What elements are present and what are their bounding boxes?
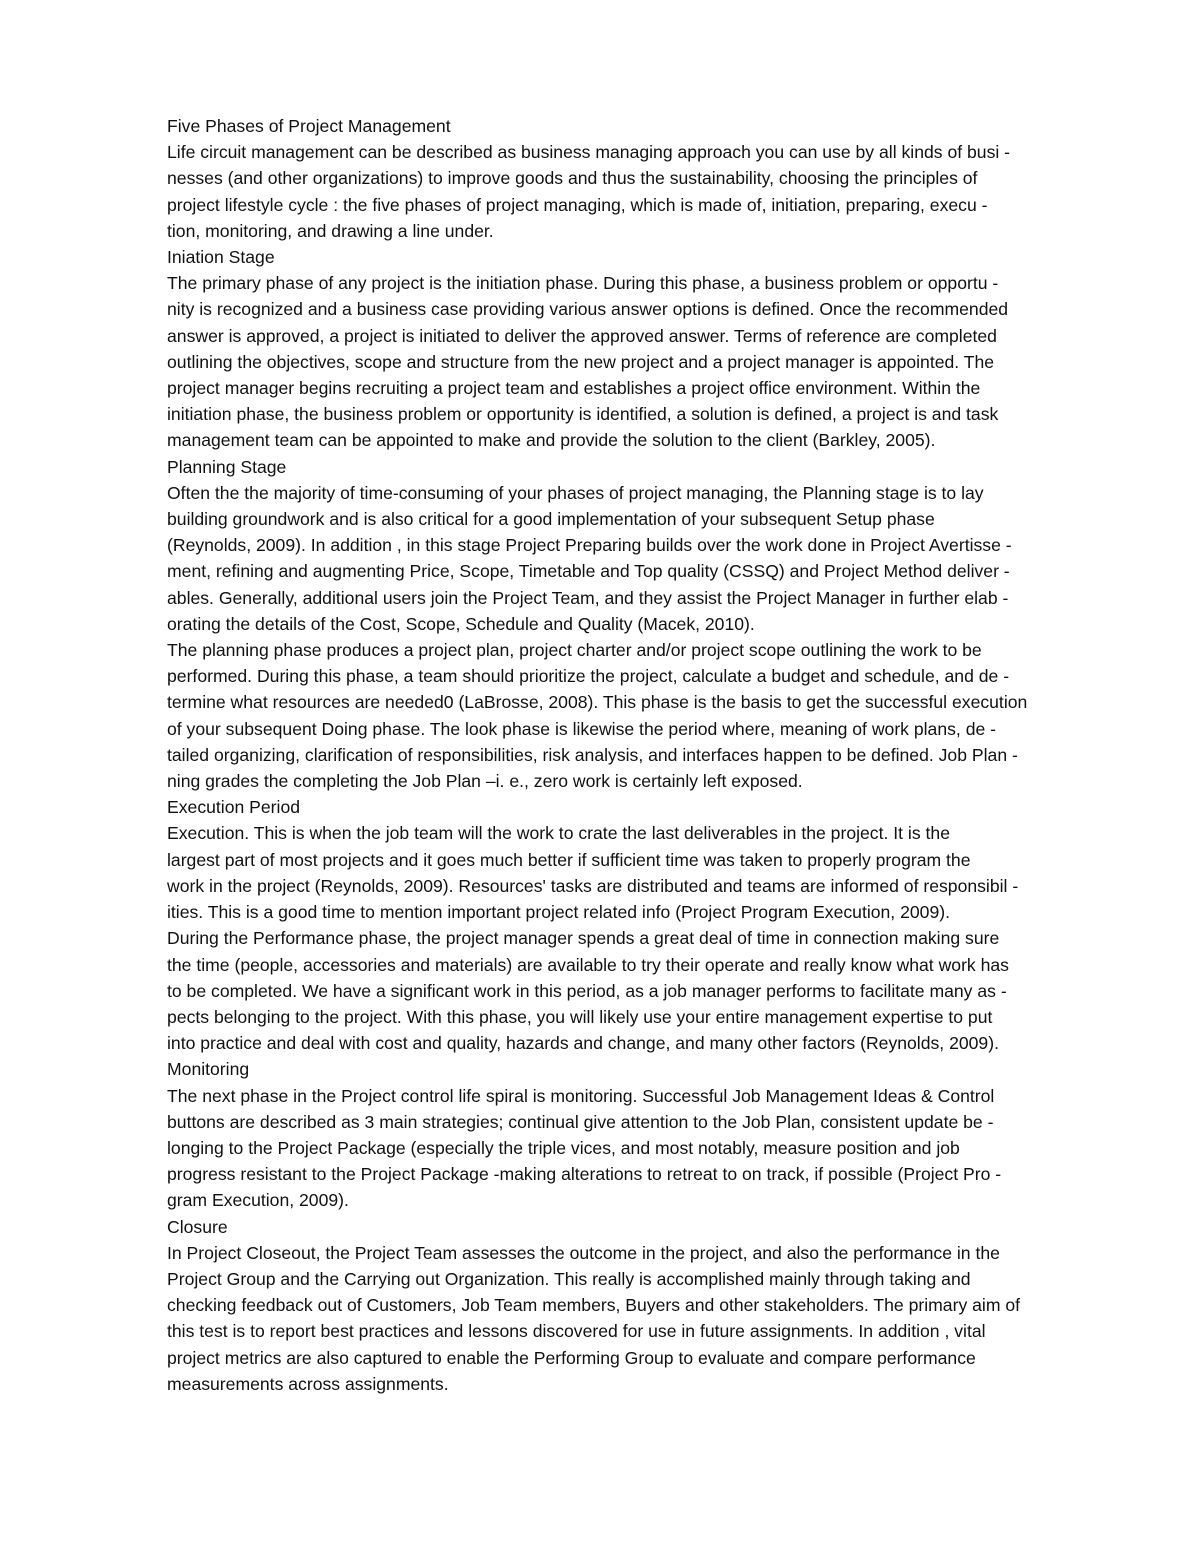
text-line: orating the details of the Cost, Scope, Schedule and Quality (Macek, 2010). [167,613,755,634]
text-line: tailed organizing, clarification of responsibilities, risk analysis, and interfaces happen to be defined. Job Plan - [167,744,1018,765]
section-initiation [167,244,1107,454]
text-line: During the Performance phase, the project manager spends a great deal of time in connection making sure [167,928,1000,949]
text-line: initiation phase, the business problem or opportunity is identified, a solution is defined, a project is and task [167,404,999,425]
section-heading: Closure [167,1216,228,1237]
text-line: answer is approved, a project is initiated to deliver the approved answer. Terms of reference are completed [167,325,997,346]
section-heading: Execution Period [167,797,301,818]
text-line: performed. During this phase, a team should prioritize the project, calculate a budget and schedule, and de - [167,666,1010,687]
text-line: The planning phase produces a project plan, project charter and/or project scope outlining the work to be [167,640,982,661]
text-line: ities. This is a good time to mention important project related info (Project Program Execution, 2009). [167,902,950,923]
section-heading: Planning Stage [167,456,287,477]
text-line: tion, monitoring, and drawing a line under. [167,220,494,241]
section-planning [167,454,1107,795]
text-line: to be completed. We have a significant work in this period, as a job manager performs to facilitate many as - [167,980,1007,1001]
text-line: management team can be appointed to make and provide the solution to the client (Barkley, 2005). [167,430,936,451]
text-line: buttons are described as 3 main strategies; continual give attention to the Job Plan, consistent update be - [167,1111,994,1132]
text-line: building groundwork and is also critical for a good implementation of your subsequent Setup phase [167,509,935,530]
text-line: ning grades the completing the Job Plan –i. e., zero work is certainly left exposed. [167,771,803,792]
text-line: the time (people, accessories and materials) are available to try their operate and really know what work has [167,954,1009,975]
text-line: into practice and deal with cost and quality, hazards and change, and many other factors (Reynolds, 2009). [167,1033,999,1054]
text-line: The primary phase of any project is the initiation phase. During this phase, a business problem or opportu - [167,273,999,294]
text-line: Life circuit management can be described as business managing approach you can use by all kinds of busi - [167,142,1011,163]
text-line: Project Group and the Carrying out Organization. This really is accomplished mainly through taking and [167,1268,971,1289]
text-line: gram Execution, 2009). [167,1190,349,1211]
text-line: largest part of most projects and it goes much better if sufficient time was taken to properly program the [167,849,971,870]
text-line: work in the project (Reynolds, 2009). Resources' tasks are distributed and teams are informed of responsibil - [167,875,1019,896]
text-line: ment, refining and augmenting Price, Scope, Timetable and Top quality (CSSQ) and Project Method deliver - [167,561,1010,582]
section-heading: Monitoring [167,1059,250,1080]
text-line: The next phase in the Project control life spiral is monitoring. Successful Job Management Ideas & Control [167,1085,995,1106]
section-heading: Iniation Stage [167,247,275,268]
text-line: progress resistant to the Project Package -making alterations to retreat to on track, if possible (Project Pro - [167,1164,1002,1185]
intro-paragraph [167,139,1107,244]
document-title: Five Phases of Project Management [167,116,451,136]
text-line: measurements across assignments. [167,1373,449,1394]
text-line: project lifestyle cycle : the five phases of project managing, which is made of, initiation, preparing, execu - [167,194,988,215]
text-line: project manager begins recruiting a project team and establishes a project office environment. Within the [167,378,981,399]
document-page [167,113,1107,1397]
text-line: nesses (and other organizations) to improve goods and thus the sustainability, choosing the principles of [167,168,978,189]
section-execution [167,794,1107,1056]
text-line: of your subsequent Doing phase. The look phase is likewise the period where, meaning of work plans, de - [167,718,997,739]
text-line: In Project Closeout, the Project Team assesses the outcome in the project, and also the performance in the [167,1242,1000,1263]
text-line: ables. Generally, additional users join the Project Team, and they assist the Project Manager in further elab - [167,587,1009,608]
text-line: nity is recognized and a business case providing various answer options is defined. Once the recommended [167,299,1009,320]
text-line: project metrics are also captured to enable the Performing Group to evaluate and compare performance [167,1347,976,1368]
section-monitoring [167,1056,1107,1213]
section-closure [167,1214,1107,1397]
text-line: longing to the Project Package (especially the triple vices, and most notably, measure position and job [167,1137,960,1158]
text-line: outlining the objectives, scope and structure from the new project and a project manager is appointed. The [167,351,995,372]
text-line: pects belonging to the project. With this phase, you will likely use your entire management expertise to put [167,1006,993,1027]
text-line: Execution. This is when the job team will the work to crate the last deliverables in the project. It is the [167,823,950,844]
text-line: (Reynolds, 2009). In addition , in this stage Project Preparing builds over the work done in Project Avertisse - [167,535,1012,556]
text-line: this test is to report best practices and lessons discovered for use in future assignments. In addition , vital [167,1321,986,1342]
text-line: termine what resources are needed0 (LaBrosse, 2008). This phase is the basis to get the successful execution [167,692,1028,713]
text-line: checking feedback out of Customers, Job Team members, Buyers and other stakeholders. The primary aim of [167,1295,1021,1316]
text-line: Often the the majority of time-consuming of your phases of project managing, the Planning stage is to lay [167,482,984,503]
